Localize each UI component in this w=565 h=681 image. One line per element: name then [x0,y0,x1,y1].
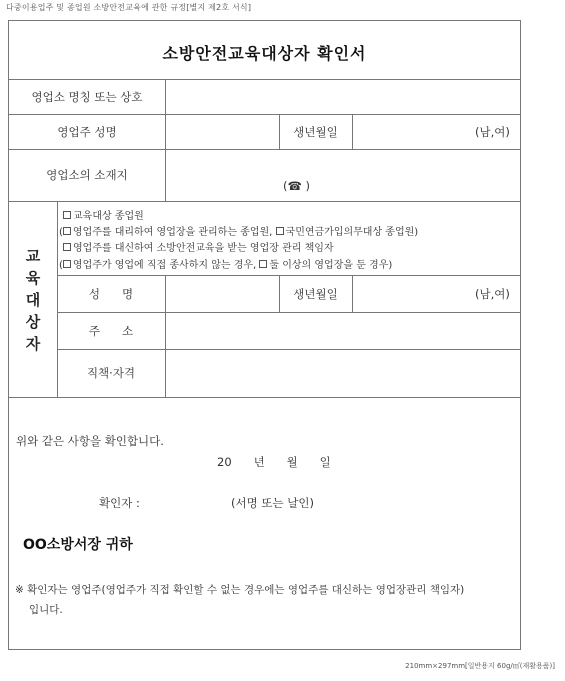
note-line-2: 입니다. [29,604,63,616]
location-phone-field[interactable]: (☎ ) [283,179,310,193]
divider [57,312,520,313]
form-header-note: 다중이용업주 및 종업원 소방안전교육에 관한 규정[별지 제2호 서식] [6,3,252,12]
checkbox-manager-in-charge[interactable] [63,243,71,251]
checkbox-multiple-sites[interactable] [259,260,267,268]
checkbox-pension-employee[interactable] [276,227,284,235]
owner-name-field[interactable] [167,116,277,147]
divider [57,275,520,276]
target-birth-label: 생년월일 [293,287,338,301]
option-label: 영업주가 영업에 직접 종사하지 않는 경우, [72,260,260,271]
divider [9,114,520,115]
checkbox-education-employee[interactable] [63,211,71,219]
option-label: 영업주를 대리하여 영업장을 관리하는 종업원, [72,227,276,238]
owner-gender-field[interactable]: (남,여) [475,125,510,139]
heading-char: 자 [25,335,41,353]
divider [57,349,520,350]
owner-birth-label: 생년월일 [293,125,338,139]
business-name-field[interactable] [167,81,518,112]
checkbox-acting-manager[interactable] [63,227,71,235]
option-line-4 [59,256,392,271]
addressee: OO소방서장 귀하 [23,537,133,553]
option-line-3 [63,239,334,254]
target-position-field[interactable] [167,351,518,395]
heading-char: 대 [25,291,41,309]
divider [165,79,166,201]
option-paren: ( [59,227,63,238]
confirmer-label: 확인자 : [99,496,140,510]
business-name-label: 영업소 명칭 또는 상호 [31,90,143,104]
divider [352,275,353,312]
target-address-field[interactable] [167,314,518,347]
signature-field[interactable]: (서명 또는 날인) [231,496,314,510]
option-label: 교육대상 종업원 [73,211,144,222]
paper-spec: 210mm×297mm[일반용지 60g/㎡(재활용품)] [405,662,555,670]
target-gender-field[interactable]: (남,여) [475,287,510,301]
location-label: 영업소의 소재지 [46,168,128,182]
location-field[interactable] [167,151,518,181]
option-line-2 [59,223,418,238]
divider [9,149,520,150]
divider [9,201,520,202]
confirmation-date: 20 년 월 일 [217,455,331,469]
heading-char: 육 [25,269,41,287]
option-label: 영업주를 대신하여 소방안전교육을 받는 영업장 관리 책임자 [73,243,334,254]
target-name-label: 성 명 [88,287,134,301]
divider [352,114,353,149]
option-paren: ( [59,260,63,271]
divider [9,79,520,80]
option-label: 국민연금가입의무대상 종업원) [285,227,419,238]
heading-char: 상 [25,313,41,331]
confirmation-statement: 위와 같은 사항을 확인합니다. [16,434,164,448]
divider [165,275,166,397]
option-label: 둘 이상의 영업장을 둔 경우) [269,260,393,271]
target-position-label: 직책·자격 [86,366,136,380]
education-target-heading [25,245,41,355]
checkbox-not-engaged[interactable] [63,260,71,268]
confirmation-form [8,20,521,650]
target-address-label: 주 소 [88,324,134,338]
form-title: 소방안전교육대상자 확인서 [162,44,367,63]
divider [9,397,520,398]
owner-name-label: 영업주 성명 [57,125,117,139]
heading-char: 교 [25,247,41,265]
option-line-1 [63,207,144,222]
target-name-field[interactable] [167,277,277,310]
note-line-1: ※ 확인자는 영업주(영업주가 직접 확인할 수 없는 경우에는 영업주를 대신하는 영업장관리 책임자) [15,584,465,596]
